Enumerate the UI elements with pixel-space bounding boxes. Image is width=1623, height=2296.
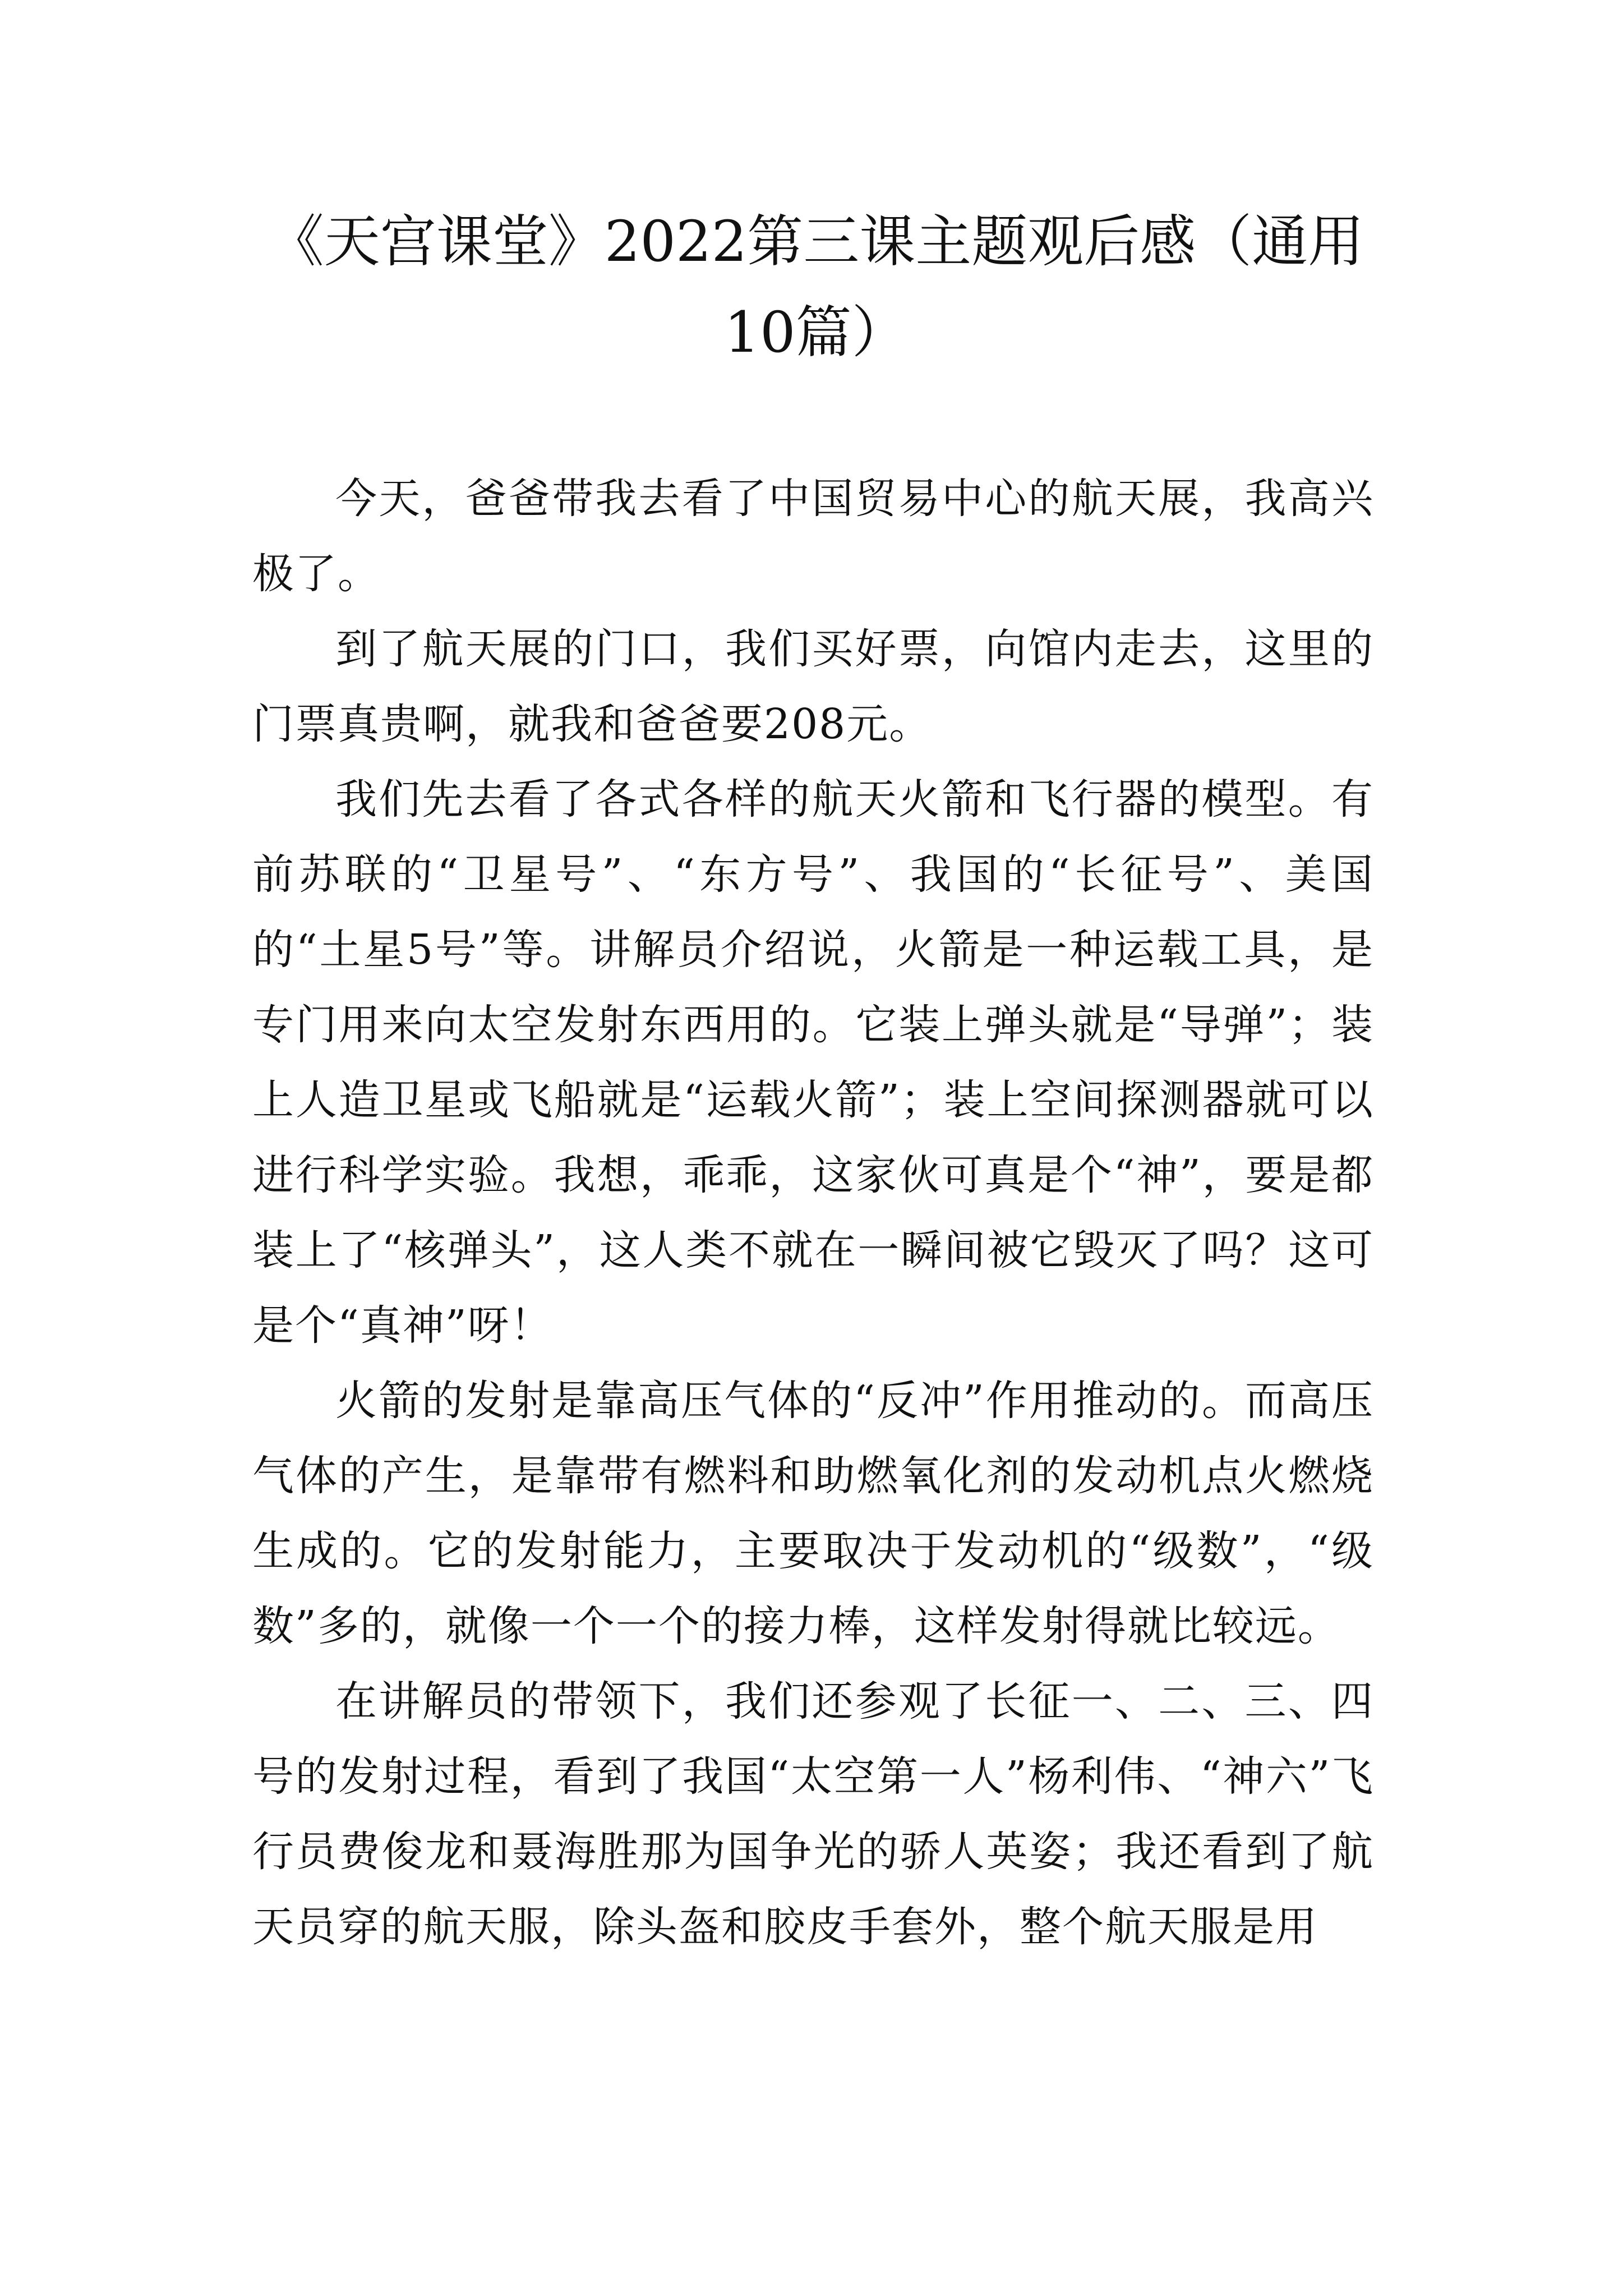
paragraph: 在讲解员的带领下，我们还参观了长征一、二、三、四号的发射过程，看到了我国“太空第一人”杨利伟、“神六”飞行员费俊龙和聂海胜那为国争光的骄人英姿；我还看到了航天员穿的航天服，除头盔和胶皮手套外，整个航天服是用: [252, 1677, 1374, 1951]
paragraph: 我们先去看了各式各样的航天火箭和飞行器的模型。有前苏联的“卫星号”、“东方号”、我国的“长征号”、美国的“土星5号”等。讲解员介绍说，火箭是一种运载工具，是专门用来向太空发射东西用的。它装上弹头就是“导弹”；装上人造卫星或飞船就是“运载火箭”；装上空间探测器就可以进行科学实验。我想，乖乖，这家伙可真是个“神”，要是都装上了“核弹头”，这人类不就在一瞬间被它毁灭了吗？这可是个“真神”呀！: [252, 775, 1374, 1350]
paragraph: 到了航天展的门口，我们买好票，向馆内走去，这里的门票真贵啊，就我和爸爸要208元。: [252, 625, 1374, 748]
document-body: [252, 461, 1374, 1964]
paragraph: 今天，爸爸带我去看了中国贸易中心的航天展，我高兴极了。: [252, 475, 1374, 598]
paragraph: 火箭的发射是靠高压气体的“反冲”作用推动的。而高压气体的产生，是靠带有燃料和助燃氧化剂的发动机点火燃烧生成的。它的发射能力，主要取决于发动机的“级数”，“级数”多的，就像一个一个的接力棒，这样发射得就比较远。: [252, 1377, 1374, 1650]
document-title: 《天宫课堂》2022第三课主题观后感（通用10篇）: [268, 209, 1364, 365]
